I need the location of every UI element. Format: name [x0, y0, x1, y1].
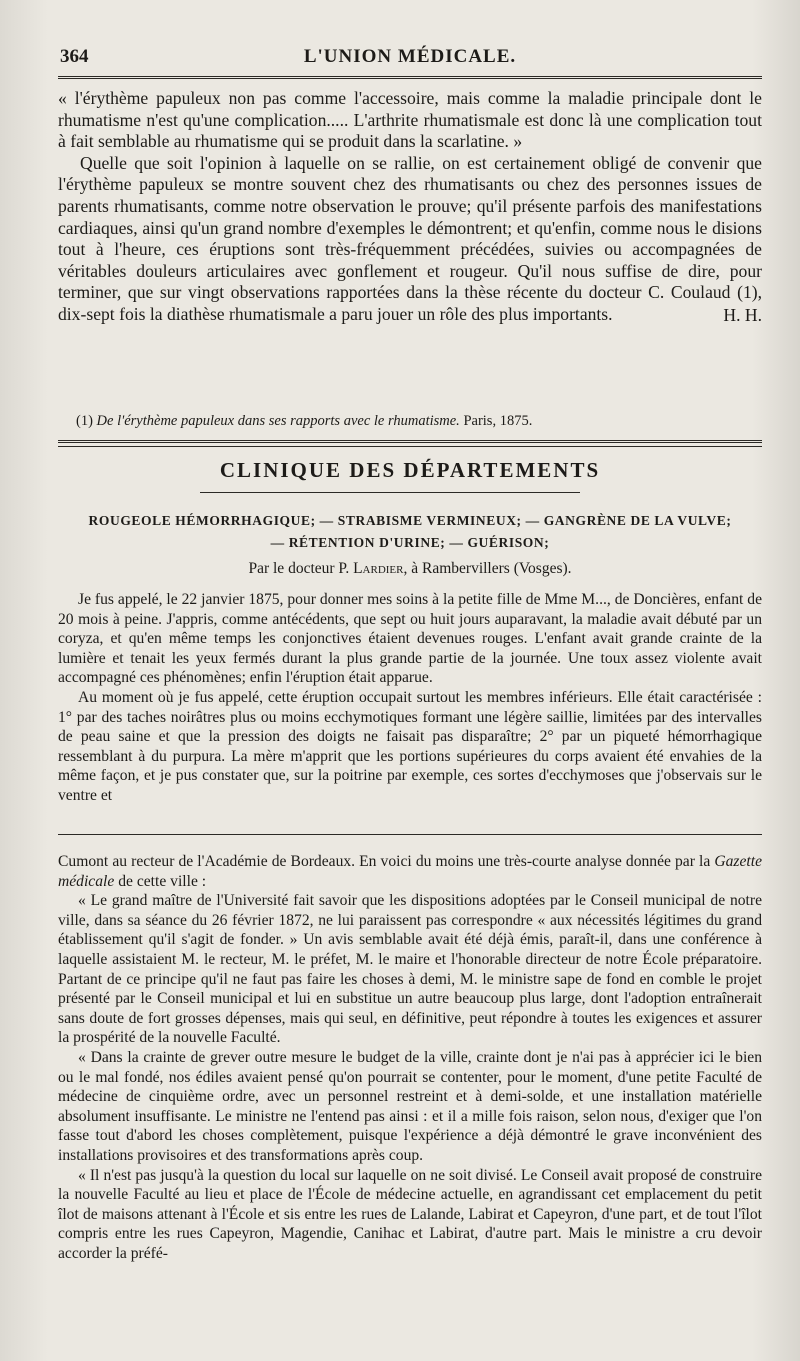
lower-paragraph: « Dans la crainte de grever outre mesure le budget de la ville, crainte dont je n'ai pas à apprécier ici le bien ou le mal fondé, nos édiles avaient pensé qu'on pourrait se contenter, pour le moment, d'une petite Faculté de médecine de cinquième ordre, avec un personnel restreint et à demi-solde, et une installation matérielle absolument insuffisante. Le ministre ne l'entend pas ainsi : et il a mille fois raison, selon nous, d'exiger que l'on fasse tout d'abord les choses complètement, puisque l'expérience a déjà démontré le grave inconvénient des installations provisoires et des transformations après coup.	[58, 1048, 762, 1164]
feuilleton-rule	[58, 834, 762, 835]
lower-article-body	[58, 852, 762, 1263]
newspaper-title: Gazette médicale	[58, 853, 762, 890]
case-subtitle-line-1: ROUGEOLE HÉMORRHAGIQUE; — STRABISME VERMINEUX; — GANGRÈNE DE LA VULVE;	[88, 513, 732, 528]
author-location: , à Rambervillers (Vosges).	[403, 560, 572, 577]
author-name: Lardier	[353, 560, 404, 577]
author-prefix: Par le docteur P.	[248, 560, 350, 577]
page-number: 364	[60, 46, 89, 67]
section-rule-top-2	[58, 446, 762, 447]
case-body	[58, 590, 762, 806]
lower-p1-tail: de cette ville :	[118, 872, 207, 890]
running-header	[60, 46, 760, 72]
footnote-publication: Paris, 1875.	[463, 413, 533, 429]
footnote-mark: (1)	[76, 413, 93, 429]
journal-title: L'UNION MÉDICALE.	[303, 46, 517, 67]
lower-paragraph: « Le grand maître de l'Université fait savoir que les dispositions adoptées par le Conseil municipal de notre ville, dans sa séance du 26 février 1872, ne lui paraissent pas correspondre « aux nécessités légitimes du grand établissement qu'il s'agit de fonder. » Un avis semblable avait été déjà émis, paraît-il, dans une conférence à laquelle assistaient M. le recteur, M. le préfet, M. le maire et l'honorable directeur de notre École préparatoire. Partant de ce principe qu'il ne faut pas faire les choses à demi, M. le ministre sape de fond en comble le projet présenté par le Conseil municipal et lui en substitue un autre beaucoup plus large, dont l'adoption entraînerait sans doute de fort grosses dépenses, mais qui seul, en définitive, peut répondre à toutes les exigences et assurer la prospérité de la nouvelle Faculté.	[58, 892, 762, 1047]
footnote	[58, 412, 762, 430]
author-initials: H. H.	[723, 304, 762, 325]
case-paragraph: Au moment où je fus appelé, cette éruption occupait surtout les membres inférieurs. Elle était caractérisée : 1° par des taches noirâtres plus ou moins ecchymotiques formant une légère saillie, limitées par des intervalles de peau saine et que la pression des doigts ne faisait pas disparaître; 2° par un piqueté hémorrhagique ressemblant à du purpura. La mère m'apprit que les portions supérieures du corps avaient été envahies de la même façon, et je pus constater que, sur la poitrine par exemple, ces sortes d'ecchymoses que j'observais sur le ventre et	[58, 688, 762, 804]
lower-paragraph	[58, 852, 762, 891]
lower-p1-text: Cumont au recteur de l'Académie de Bordeaux. En voici du moins une très-courte analyse donnée par la	[58, 853, 711, 870]
header-rule	[58, 76, 762, 79]
quote-paragraph: « l'érythème papuleux non pas comme l'accessoire, mais comme la maladie principale dont le rhumatisme n'est qu'une complication..... L'arthrite rhumatismale est donc là une complication tout à fait semblable au rhumatisme qui se produit dans la scarlatine. »	[58, 88, 762, 152]
top-article-body	[58, 88, 762, 326]
section-title-rule	[200, 492, 580, 493]
case-paragraph: Je fus appelé, le 22 janvier 1875, pour donner mes soins à la petite fille de Mme M..., de Doncières, enfant de 20 mois à peine. J'appris, comme antécédents, que sept ou huit jours auparavant, la maladie avait débuté par un coryza, et qu'en même temps les conjonctives étaient devenues rouges. L'enfant avait grande crainte de la lumière et tenait les yeux fermés durant la plus grande partie de la journée. Une toux assez violente avait accompagné ces phénomènes; enfin l'éruption était apparue.	[58, 591, 762, 687]
case-subtitle	[58, 510, 762, 554]
footnote-title: De l'érythème papuleux dans ses rapports avec le rhumatisme.	[96, 413, 460, 429]
case-author	[58, 560, 762, 578]
case-subtitle-line-2: — RÉTENTION D'URINE; — GUÉRISON;	[270, 535, 550, 550]
lower-paragraph: « Il n'est pas jusqu'à la question du local sur laquelle on ne soit divisé. Le Conseil avait proposé de construire la nouvelle Faculté au lieu et place de l'École de médecine actuelle, en agrandissant cet emplacement du petit îlot de maisons attenant à l'École et sis entre les rues de Lalande, Labirat et Capeyron, d'une part, et de tout l'îlot compris entre les rues Capeyron, Magendie, Canihac et Labirat, d'autre part. Mais le ministre a cru devoir accorder la préfé-	[58, 1166, 762, 1262]
section-title: CLINIQUE DES DÉPARTEMENTS	[219, 458, 601, 482]
conclusion-paragraph: Quelle que soit l'opinion à laquelle on se rallie, on est certainement obligé de convenir que l'érythème papuleux se montre souvent chez des rhumatisants ou chez des personnes issues de parents rhumatisants, comme notre observation le prouve; qu'il présente parfois des manifestations cardiaques, ainsi qu'un grand nombre d'exemples le démontrent; et qu'enfin, comme nous le disions tout à l'heure, ces éruptions sont très-fréquemment précédées, suivies ou accompagnées de véritables douleurs articulaires avec gonflement et rougeur. Qu'il nous suffise de dire, pour terminer, que sur vingt observations rapportées dans la thèse récente du docteur C. Coulaud (1), dix-sept fois la diathèse rhumatismale a paru jouer un rôle des plus importants.	[58, 152, 762, 324]
section-rule-top	[58, 440, 762, 443]
